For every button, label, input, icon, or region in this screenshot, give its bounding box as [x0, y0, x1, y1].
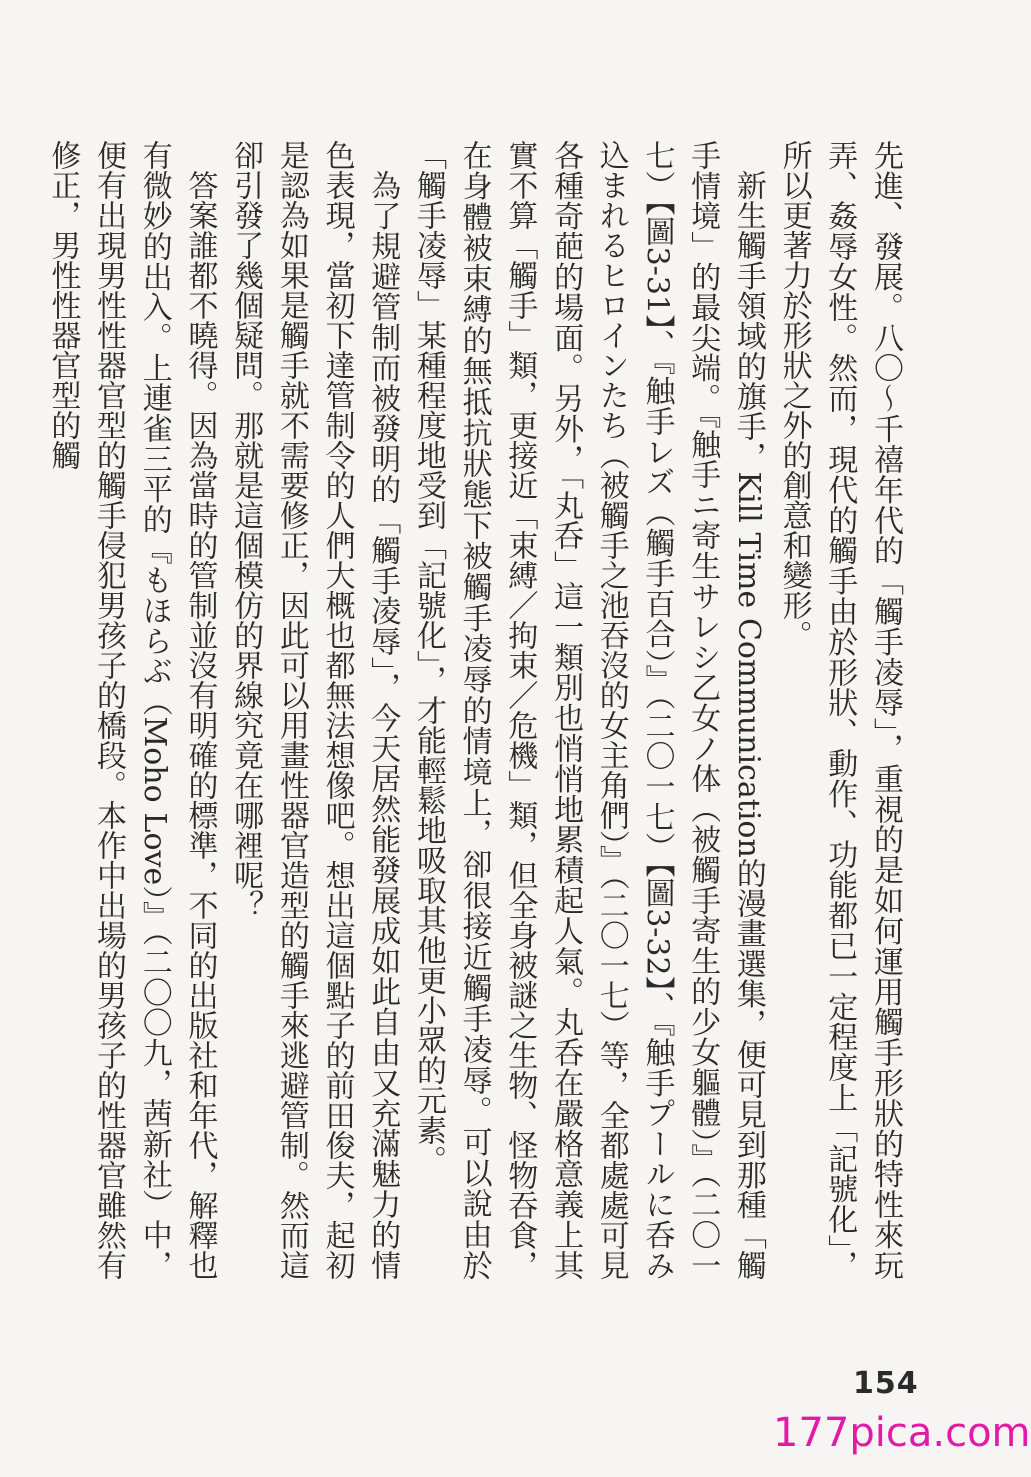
page-number: 154	[853, 1366, 919, 1401]
paragraph-4: 答案誰都不曉得。因為當時的管制並沒有明確的標準，不同的出版社和年代，解釋也有微妙的出入。上連雀三平的『もほらぶ（Moho Love）』（二〇〇九，茜新社）中，便有出現男性性器官型的觸手侵犯男孩子的橋段。本作中出場的男孩子的性器官雖然有修正，男性性器官型的觸	[45, 140, 218, 1280]
paragraph-2: 新生觸手領域的旗手，Kill Time Communication的漫畫選集，便可見到那種「觸手情境」的最尖端。『触手ニ寄生サレシ乙女ノ体（被觸手寄生的少女軀體）』（二〇一七）【圖3-31】、『触手レズ（觸手百合）』（二〇一七）【圖3-32】、『触手プールに呑み込まれるヒロインたち（被觸手之池吞沒的女主角們）』（二〇一七）等，全都處處可見各種奇葩的場面。另外，「丸呑」這一類別也悄悄地累積起人氣。丸呑在嚴格意義上其實不算「觸手」類，更接近「束縛／拘束／危機」類，但全身被謎之生物、怪物吞食，在身體被束縛的無抵抗狀態下被觸手凌辱的情境上，卻很接近觸手凌辱。可以說由於「觸手凌辱」某種程度地受到「記號化」，才能輕鬆地吸取其他更小眾的元素。	[410, 140, 766, 1280]
paragraph-3: 為了規避管制而被發明的「觸手凌辱」，今天居然能發展成如此自由又充滿魅力的情色表現，當初下達管制令的人們大概也都無法想像吧。想出這個點子的前田俊夫，起初是認為如果是觸手就不需要修正，因此可以用畫性器官造型的觸手來逃避管制。然而這卻引發了幾個疑問。那就是這個模仿的界線究竟在哪裡呢？	[228, 140, 401, 1280]
site-watermark: 177pica.com	[773, 1410, 1031, 1456]
paragraph-1: 先進、發展。八〇～千禧年代的「觸手凌辱」，重視的是如何運用觸手形狀的特性來玩弄、姦辱女性。然而，現代的觸手由於形狀、動作、功能都已一定程度上「記號化」，所以更著力於形狀之外的創意和變形。	[776, 140, 903, 1280]
vertical-text-body	[45, 140, 908, 1280]
